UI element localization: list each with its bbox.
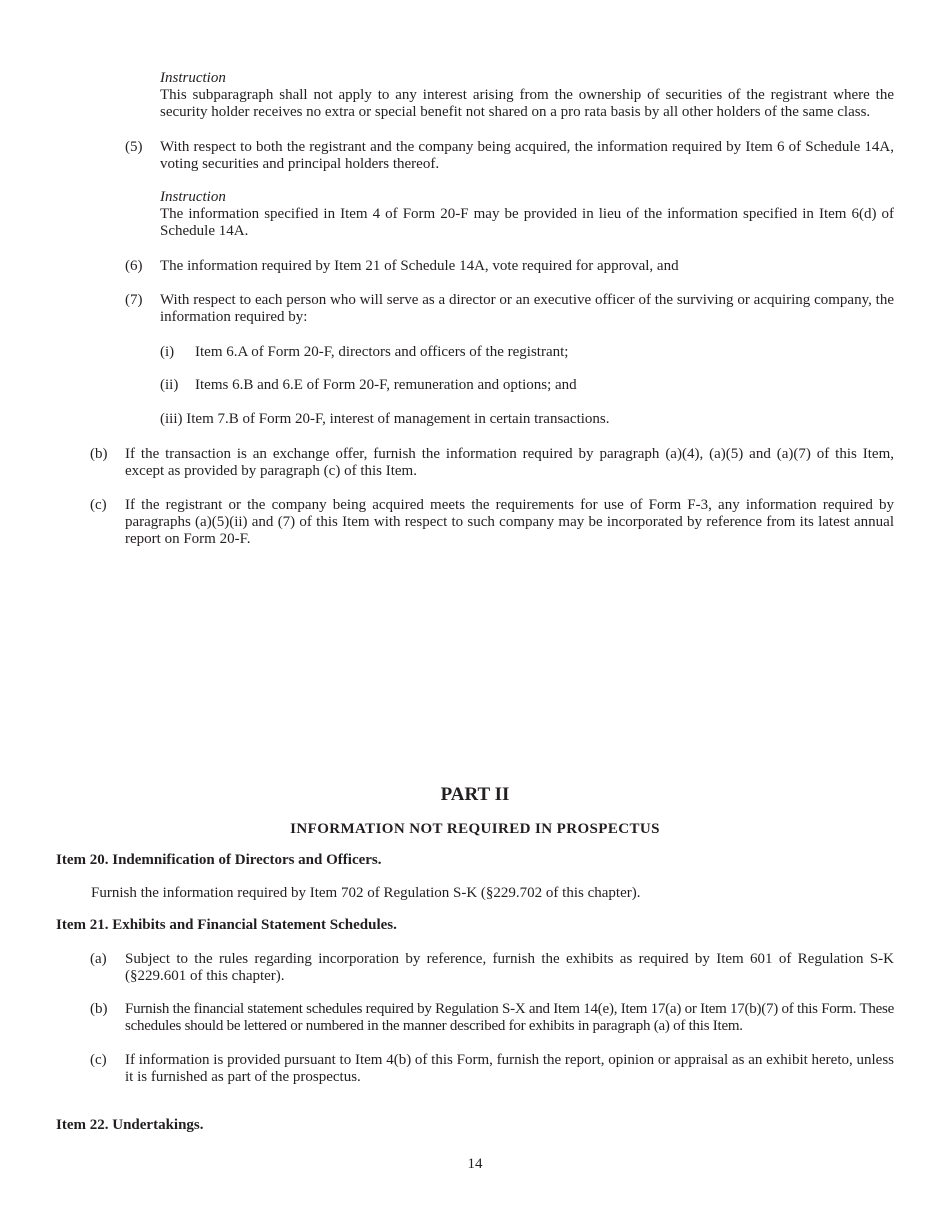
sublist-item-text: (iii) Item 7.B of Form 20-F, interest of management in certain transactions. (160, 411, 610, 427)
instruction-text: This subparagraph shall not apply to any interest arising from the ownership of securities of the registrant where the security holder receives no extra or special benefit not shared on a pro rata basis by all other holders of the same class. (160, 87, 894, 120)
list-number: (6) (125, 258, 143, 274)
list-number: (a) (90, 951, 107, 967)
list-number: (c) (90, 497, 107, 513)
list-number: (b) (90, 1001, 108, 1017)
item-heading: Item 21. Exhibits and Financial Statement Schedules. (56, 917, 397, 933)
sublist-number: (i) (160, 344, 175, 360)
list-item-text: Furnish the financial statement schedules required by Regulation S-X and Item 14(e), Item 17(a) or Item 17(b)(7) of this Form. These schedules should be lettered or numbered in the manner described for exhibits in paragraph (a) of this Item. (125, 1001, 895, 1034)
list-item-text: If information is provided pursuant to Item 4(b) of this Form, furnish the report, opinion or appraisal as an exhibit hereto, unless it is furnished as part of the prospectus. (125, 1052, 895, 1085)
instruction-label: Instruction (160, 189, 226, 205)
part-title: PART II (440, 784, 510, 805)
list-item-text: If the registrant or the company being acquired meets the requirements for use of Form F-3, any information required by paragraphs (a)(5)(ii) and (7) of this Item with respect to such company may be incorporated by reference from its latest annual report on Form 20-F. (125, 497, 894, 547)
item-heading: Item 20. Indemnification of Directors and Officers. (56, 852, 382, 868)
list-item-text: Subject to the rules regarding incorporation by reference, furnish the exhibits as required by Item 601 of Regulation S-K (§229.601 of this chapter). (125, 951, 894, 984)
list-number: (b) (90, 446, 108, 462)
list-number: (5) (125, 139, 143, 155)
list-number: (7) (125, 292, 143, 308)
list-number: (c) (90, 1052, 107, 1068)
paragraph: Furnish the information required by Item 702 of Regulation S-K (§229.702 of this chapter). (91, 885, 641, 901)
item-heading: Item 22. Undertakings. (56, 1117, 204, 1133)
list-item-text: With respect to each person who will serve as a director or an executive officer of the surviving or acquiring company, the information required by: (160, 292, 894, 325)
sublist-number: (ii) (160, 377, 179, 393)
sublist-item-text: Items 6.B and 6.E of Form 20-F, remuneration and options; and (195, 377, 577, 393)
instruction-label: Instruction (160, 70, 226, 86)
section-subtitle: INFORMATION NOT REQUIRED IN PROSPECTUS (290, 821, 660, 837)
sublist-item-text: Item 6.A of Form 20-F, directors and officers of the registrant; (195, 344, 569, 360)
list-item-text: With respect to both the registrant and the company being acquired, the information required by Item 6 of Schedule 14A, voting securities and principal holders thereof. (160, 139, 894, 172)
instruction-text: The information specified in Item 4 of Form 20-F may be provided in lieu of the information specified in Item 6(d) of Schedule 14A. (160, 206, 894, 239)
list-item-text: If the transaction is an exchange offer, furnish the information required by paragraph (a)(4), (a)(5) and (a)(7) of this Item, except as provided by paragraph (c) of this Item. (125, 446, 894, 479)
list-item-text: The information required by Item 21 of Schedule 14A, vote required for approval, and (160, 258, 679, 274)
page-number: 14 (467, 1156, 483, 1172)
